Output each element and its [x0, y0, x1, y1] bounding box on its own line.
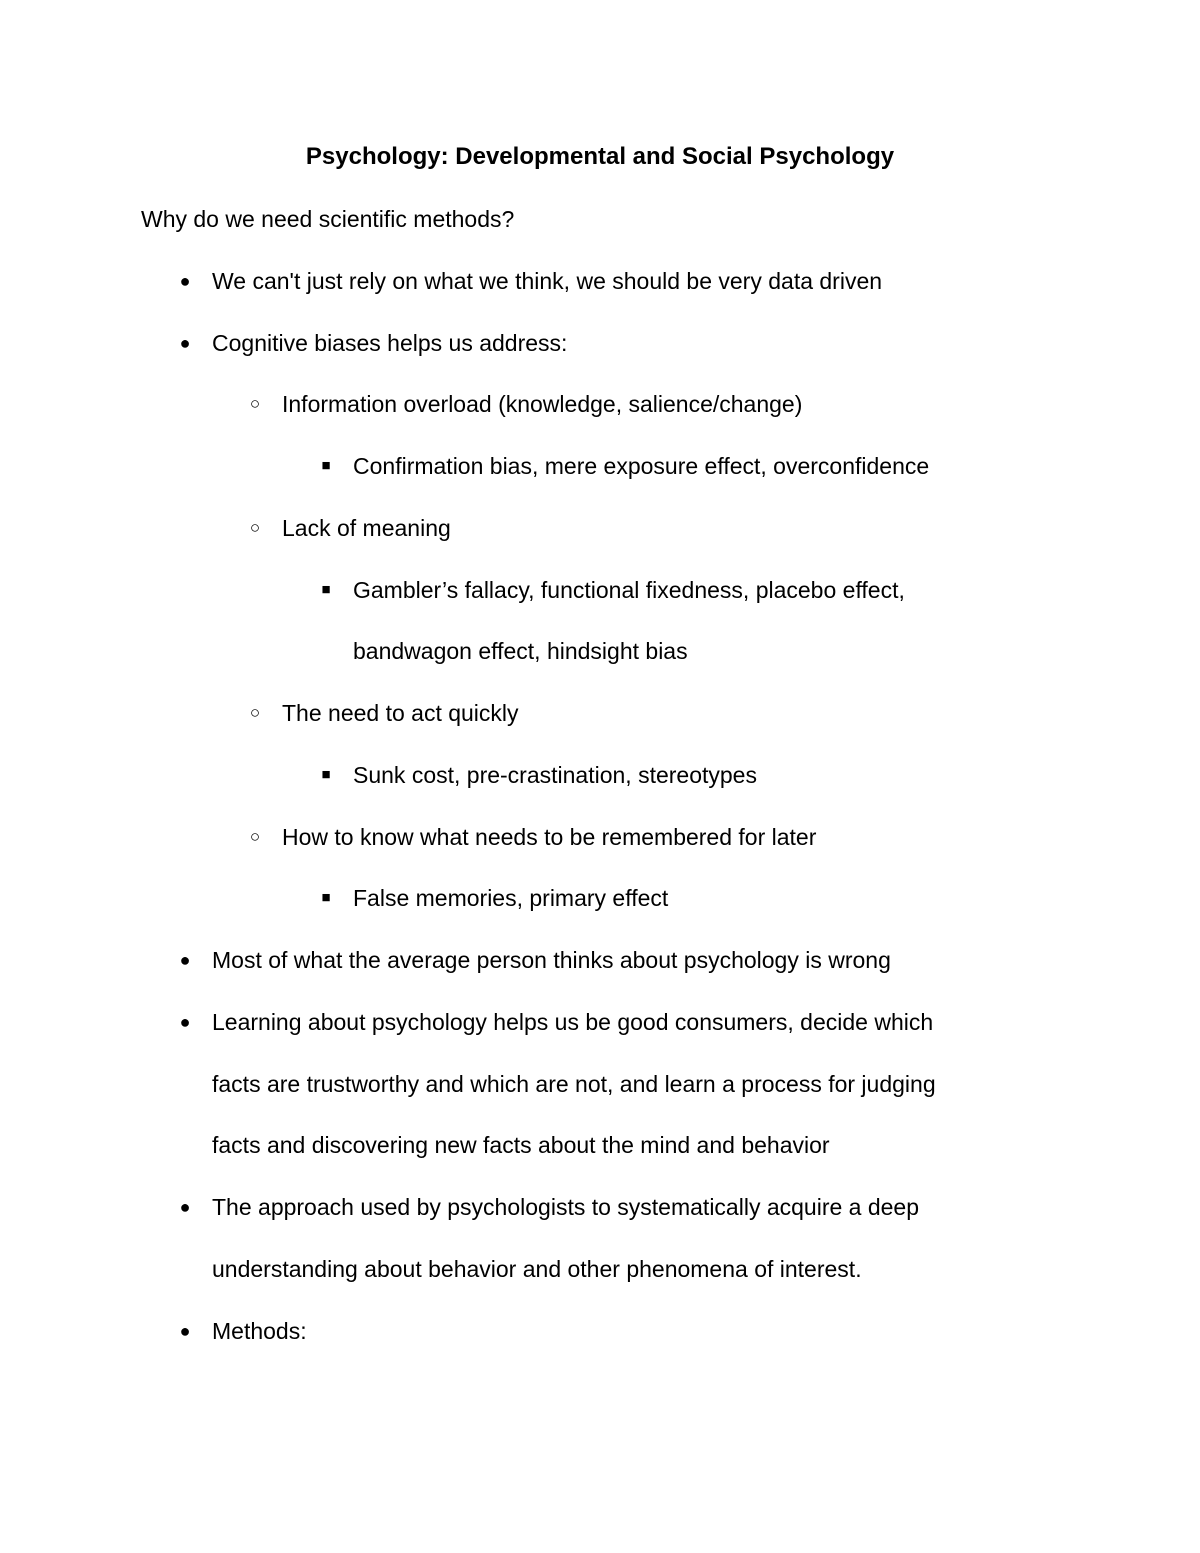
list-item-continuation: understanding about behavior and other phenomena of interest.: [212, 1256, 862, 1282]
bullet-disc-icon: ●: [179, 1321, 191, 1341]
list-item: Learning about psychology helps us be good consumers, decide which: [212, 1009, 934, 1035]
list-item: The need to act quickly: [282, 700, 519, 726]
bullet-circle-icon: ○: [249, 703, 261, 722]
bullet-square-icon: ■: [321, 581, 331, 598]
list-item: The approach used by psychologists to systematically acquire a deep: [212, 1194, 920, 1220]
bullet-square-icon: ■: [321, 889, 331, 906]
list-item: Gambler’s fallacy, functional fixedness, placebo effect,: [353, 577, 905, 603]
list-item: Information overload (knowledge, salience/change): [282, 391, 803, 417]
list-item: Confirmation bias, mere exposure effect, overconfidence: [353, 453, 930, 479]
list-item: False memories, primary effect: [353, 885, 669, 911]
bullet-disc-icon: ●: [179, 1012, 191, 1032]
bullet-disc-icon: ●: [179, 271, 191, 291]
list-item: We can't just rely on what we think, we should be very data driven: [212, 268, 883, 294]
list-item: Sunk cost, pre-crastination, stereotypes: [353, 762, 757, 788]
bullet-circle-icon: ○: [249, 827, 261, 846]
bullet-square-icon: ■: [321, 457, 331, 474]
list-item-continuation: facts and discovering new facts about the mind and behavior: [212, 1132, 830, 1158]
list-item: Most of what the average person thinks about psychology is wrong: [212, 947, 891, 973]
list-item: Methods:: [212, 1318, 307, 1344]
list-item: Lack of meaning: [282, 515, 451, 541]
bullet-circle-icon: ○: [249, 394, 261, 413]
bullet-disc-icon: ●: [179, 950, 191, 970]
bullet-circle-icon: ○: [249, 518, 261, 537]
list-item-continuation: bandwagon effect, hindsight bias: [353, 638, 688, 664]
bullet-disc-icon: ●: [179, 333, 191, 353]
document-title: Psychology: Developmental and Social Psychology: [305, 143, 895, 170]
bullet-disc-icon: ●: [179, 1197, 191, 1217]
list-item: Cognitive biases helps us address:: [212, 330, 568, 356]
section-question: Why do we need scientific methods?: [141, 206, 515, 232]
list-item-continuation: facts are trustworthy and which are not, and learn a process for judging: [212, 1071, 936, 1097]
bullet-square-icon: ■: [321, 766, 331, 783]
list-item: How to know what needs to be remembered for later: [282, 824, 817, 850]
